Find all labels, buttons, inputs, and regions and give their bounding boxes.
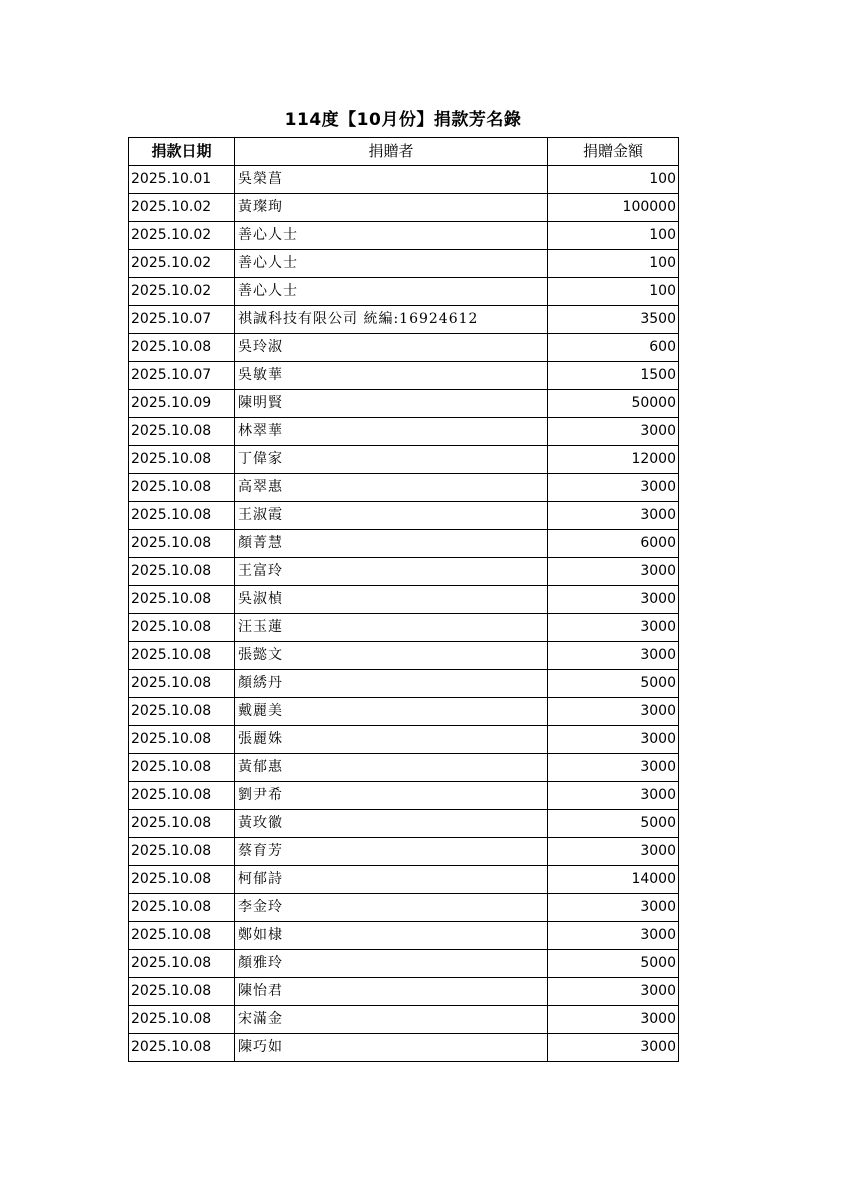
donation-amount: 100000 xyxy=(548,194,679,222)
donation-amount: 100 xyxy=(548,278,679,306)
donor-name: 蔡育芳 xyxy=(235,838,548,866)
donation-amount: 100 xyxy=(548,222,679,250)
table-row xyxy=(129,166,679,194)
donation-date: 2025.10.08 xyxy=(129,418,235,446)
donor-name: 吳玲淑 xyxy=(235,334,548,362)
table-row xyxy=(129,726,679,754)
table-row xyxy=(129,474,679,502)
donation-date: 2025.10.07 xyxy=(129,362,235,390)
donor-name: 顏綉丹 xyxy=(235,670,548,698)
table-row xyxy=(129,250,679,278)
donor-name: 張懿文 xyxy=(235,642,548,670)
donor-name: 善心人士 xyxy=(235,250,548,278)
donation-date: 2025.10.08 xyxy=(129,726,235,754)
donation-date: 2025.10.08 xyxy=(129,670,235,698)
donation-date: 2025.10.08 xyxy=(129,782,235,810)
donor-name: 戴麗美 xyxy=(235,698,548,726)
table-row xyxy=(129,838,679,866)
donor-name: 黃玫徽 xyxy=(235,810,548,838)
donor-name: 祺誠科技有限公司 統編:16924612 xyxy=(235,306,548,334)
donor-name: 王淑霞 xyxy=(235,502,548,530)
table-row xyxy=(129,390,679,418)
table-row xyxy=(129,894,679,922)
table-body xyxy=(129,166,679,1062)
donation-date: 2025.10.08 xyxy=(129,810,235,838)
donor-name: 林翠華 xyxy=(235,418,548,446)
donation-date: 2025.10.02 xyxy=(129,194,235,222)
donor-name: 陳巧如 xyxy=(235,1034,548,1062)
table-row xyxy=(129,278,679,306)
table-row xyxy=(129,502,679,530)
donor-name: 劉尹希 xyxy=(235,782,548,810)
donation-amount: 3000 xyxy=(548,726,679,754)
donor-name: 黃璨珣 xyxy=(235,194,548,222)
donation-amount: 6000 xyxy=(548,530,679,558)
donation-amount: 5000 xyxy=(548,950,679,978)
donation-amount: 3000 xyxy=(548,978,679,1006)
donation-date: 2025.10.09 xyxy=(129,390,235,418)
table-header xyxy=(129,138,679,166)
donor-name: 善心人士 xyxy=(235,278,548,306)
donation-date: 2025.10.08 xyxy=(129,614,235,642)
table-row xyxy=(129,810,679,838)
donation-amount: 5000 xyxy=(548,670,679,698)
donation-date: 2025.10.08 xyxy=(129,978,235,1006)
donation-date: 2025.10.08 xyxy=(129,922,235,950)
table-row xyxy=(129,782,679,810)
donor-name: 吳淑楨 xyxy=(235,586,548,614)
donation-amount: 3000 xyxy=(548,922,679,950)
donation-amount: 3000 xyxy=(548,838,679,866)
donation-date: 2025.10.08 xyxy=(129,530,235,558)
column-header-date: 捐款日期 xyxy=(129,138,235,166)
donation-amount: 3000 xyxy=(548,614,679,642)
table-row xyxy=(129,754,679,782)
donor-name: 鄭如棣 xyxy=(235,922,548,950)
table-row xyxy=(129,334,679,362)
donation-amount: 3000 xyxy=(548,502,679,530)
table-row xyxy=(129,306,679,334)
donor-name: 張麗姝 xyxy=(235,726,548,754)
donor-name: 吳敏華 xyxy=(235,362,548,390)
table-row xyxy=(129,950,679,978)
donation-amount: 3000 xyxy=(548,1006,679,1034)
table-row xyxy=(129,1006,679,1034)
donor-name: 善心人士 xyxy=(235,222,548,250)
donation-amount: 14000 xyxy=(548,866,679,894)
donation-amount: 50000 xyxy=(548,390,679,418)
donation-amount: 3000 xyxy=(548,586,679,614)
donation-date: 2025.10.08 xyxy=(129,586,235,614)
donor-name: 宋滿金 xyxy=(235,1006,548,1034)
donor-name: 顏菁慧 xyxy=(235,530,548,558)
table-row xyxy=(129,1034,679,1062)
donation-amount: 3000 xyxy=(548,474,679,502)
table-row xyxy=(129,978,679,1006)
donation-date: 2025.10.02 xyxy=(129,250,235,278)
table-row xyxy=(129,446,679,474)
donation-date: 2025.10.08 xyxy=(129,838,235,866)
table-row xyxy=(129,642,679,670)
donation-amount: 100 xyxy=(548,250,679,278)
donation-date: 2025.10.08 xyxy=(129,950,235,978)
donation-date: 2025.10.08 xyxy=(129,1034,235,1062)
donor-name: 黃郁惠 xyxy=(235,754,548,782)
table-row xyxy=(129,922,679,950)
donor-name: 柯郁詩 xyxy=(235,866,548,894)
table-row xyxy=(129,530,679,558)
table-row xyxy=(129,194,679,222)
donor-name: 吳榮菖 xyxy=(235,166,548,194)
table-row xyxy=(129,614,679,642)
table-row xyxy=(129,362,679,390)
donor-name: 陳怡君 xyxy=(235,978,548,1006)
column-header-donor: 捐贈者 xyxy=(235,138,548,166)
donation-date: 2025.10.01 xyxy=(129,166,235,194)
donation-amount: 3000 xyxy=(548,1034,679,1062)
donation-table xyxy=(128,137,679,1062)
donor-name: 李金玲 xyxy=(235,894,548,922)
donation-date: 2025.10.08 xyxy=(129,894,235,922)
donation-date: 2025.10.08 xyxy=(129,558,235,586)
donation-amount: 100 xyxy=(548,166,679,194)
donor-name: 顏雅玲 xyxy=(235,950,548,978)
table-row xyxy=(129,222,679,250)
page-title: 114度【10月份】捐款芳名錄 xyxy=(284,110,522,130)
donation-date: 2025.10.02 xyxy=(129,278,235,306)
donation-amount: 3000 xyxy=(548,418,679,446)
donor-name: 陳明賢 xyxy=(235,390,548,418)
donation-date: 2025.10.08 xyxy=(129,866,235,894)
donation-date: 2025.10.08 xyxy=(129,754,235,782)
donor-name: 丁偉家 xyxy=(235,446,548,474)
column-header-amount: 捐贈金額 xyxy=(548,138,679,166)
donation-amount: 3000 xyxy=(548,894,679,922)
table-row xyxy=(129,670,679,698)
donor-name: 王富玲 xyxy=(235,558,548,586)
donation-date: 2025.10.02 xyxy=(129,222,235,250)
donation-amount: 3000 xyxy=(548,642,679,670)
donation-amount: 3000 xyxy=(548,558,679,586)
donation-date: 2025.10.08 xyxy=(129,1006,235,1034)
donation-amount: 3000 xyxy=(548,754,679,782)
donation-date: 2025.10.08 xyxy=(129,642,235,670)
donation-amount: 12000 xyxy=(548,446,679,474)
donation-date: 2025.10.08 xyxy=(129,334,235,362)
donation-date: 2025.10.08 xyxy=(129,474,235,502)
donation-amount: 3000 xyxy=(548,698,679,726)
header-row xyxy=(129,138,679,166)
table-row xyxy=(129,866,679,894)
donation-date: 2025.10.08 xyxy=(129,698,235,726)
donation-date: 2025.10.07 xyxy=(129,306,235,334)
table-row xyxy=(129,698,679,726)
donation-amount: 3500 xyxy=(548,306,679,334)
donor-name: 汪玉蓮 xyxy=(235,614,548,642)
donor-name: 高翠惠 xyxy=(235,474,548,502)
donation-amount: 1500 xyxy=(548,362,679,390)
donation-amount: 3000 xyxy=(548,782,679,810)
donation-date: 2025.10.08 xyxy=(129,446,235,474)
donation-date: 2025.10.08 xyxy=(129,502,235,530)
table-row xyxy=(129,558,679,586)
table-row xyxy=(129,418,679,446)
donation-amount: 600 xyxy=(548,334,679,362)
table-row xyxy=(129,586,679,614)
donation-amount: 5000 xyxy=(548,810,679,838)
